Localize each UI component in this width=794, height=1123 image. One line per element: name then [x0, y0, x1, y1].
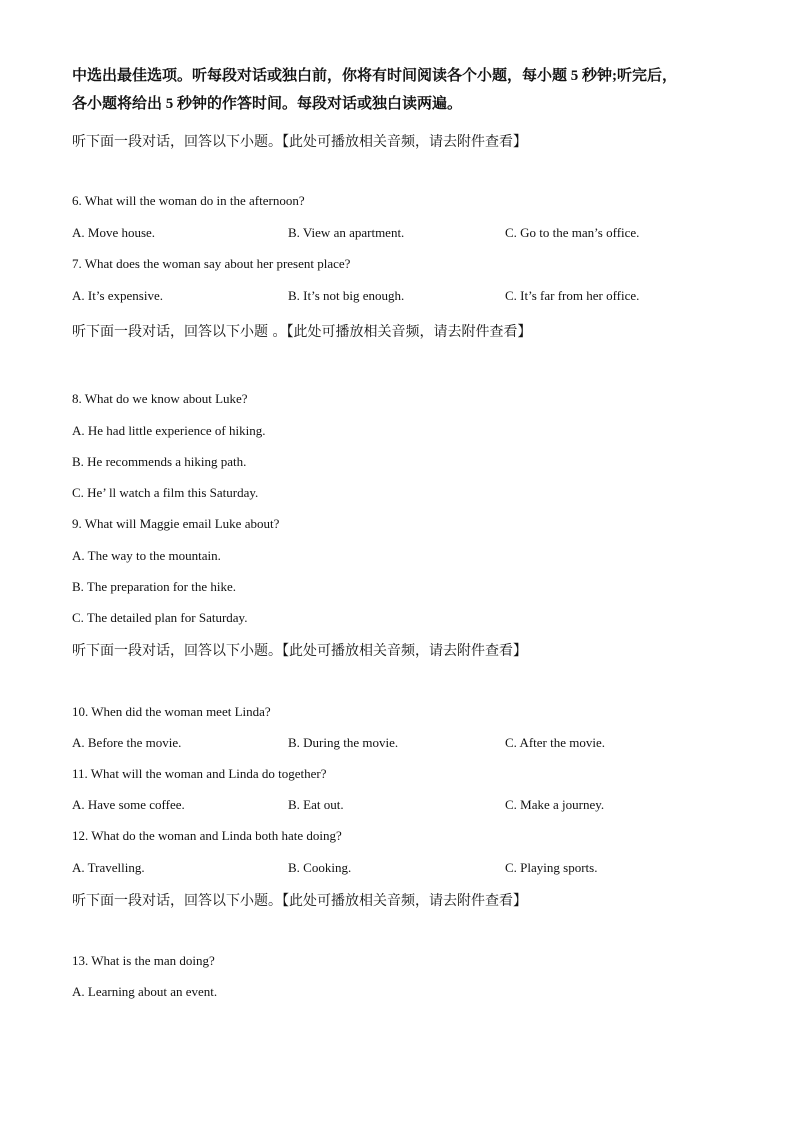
- intro-paragraph: [72, 62, 732, 118]
- option-7a: A. It’s expensive.: [72, 288, 163, 303]
- option-8b: B. He recommends a hiking path.: [72, 454, 247, 469]
- option-6b: B. View an apartment.: [288, 225, 405, 240]
- option-10c: C. After the movie.: [505, 735, 606, 750]
- option-9b: B. The preparation for the hike.: [72, 579, 237, 594]
- section-instruction: 听下面一段对话，回答以下小题。【此处可播放相关音频，请去附件查看】: [72, 893, 527, 909]
- question-8: 8. What do we know about Luke?: [72, 391, 248, 406]
- option-6a: A. Move house.: [72, 225, 156, 240]
- section-instruction: 听下面一段对话，回答以下小题 。【此处可播放相关音频，请去附件查看】: [72, 324, 532, 340]
- intro-line-1: 中选出最佳选项。听每段对话或独白前，你将有时间阅读各个小题，每小题 5 秒钟;听完后，: [72, 68, 677, 84]
- option-6c: C. Go to the man’s office.: [505, 225, 640, 240]
- option-13a: A. Learning about an event.: [72, 984, 218, 999]
- option-10a: A. Before the movie.: [72, 735, 182, 750]
- question-7: 7. What does the woman say about her present place?: [72, 256, 351, 271]
- question-6: 6. What will the woman do in the afternoon?: [72, 193, 305, 208]
- question-9: 9. What will Maggie email Luke about?: [72, 516, 280, 531]
- option-8c: C. He’ ll watch a film this Saturday.: [72, 485, 259, 500]
- option-9a: A. The way to the mountain.: [72, 548, 221, 563]
- option-11c: C. Make a journey.: [505, 797, 605, 812]
- section-instruction: 听下面一段对话，回答以下小题。【此处可播放相关音频，请去附件查看】: [72, 643, 527, 659]
- option-10b: B. During the movie.: [288, 735, 399, 750]
- option-7b: B. It’s not big enough.: [288, 288, 405, 303]
- option-12a: A. Travelling.: [72, 860, 145, 875]
- intro-line-2: 各小题将给出 5 秒钟的作答时间。每段对话或独白读两遍。: [72, 96, 463, 112]
- question-12: 12. What do the woman and Linda both hate doing?: [72, 828, 342, 843]
- option-11b: B. Eat out.: [288, 797, 344, 812]
- section-instruction: 听下面一段对话，回答以下小题。【此处可播放相关音频，请去附件查看】: [72, 134, 527, 150]
- option-7c: C. It’s far from her office.: [505, 288, 640, 303]
- option-12c: C. Playing sports.: [505, 860, 598, 875]
- option-11a: A. Have some coffee.: [72, 797, 185, 812]
- option-9c: C. The detailed plan for Saturday.: [72, 610, 248, 625]
- question-10: 10. When did the woman meet Linda?: [72, 704, 271, 719]
- question-11: 11. What will the woman and Linda do together?: [72, 766, 327, 781]
- question-13: 13. What is the man doing?: [72, 953, 215, 968]
- option-8a: A. He had little experience of hiking.: [72, 423, 266, 438]
- option-12b: B. Cooking.: [288, 860, 352, 875]
